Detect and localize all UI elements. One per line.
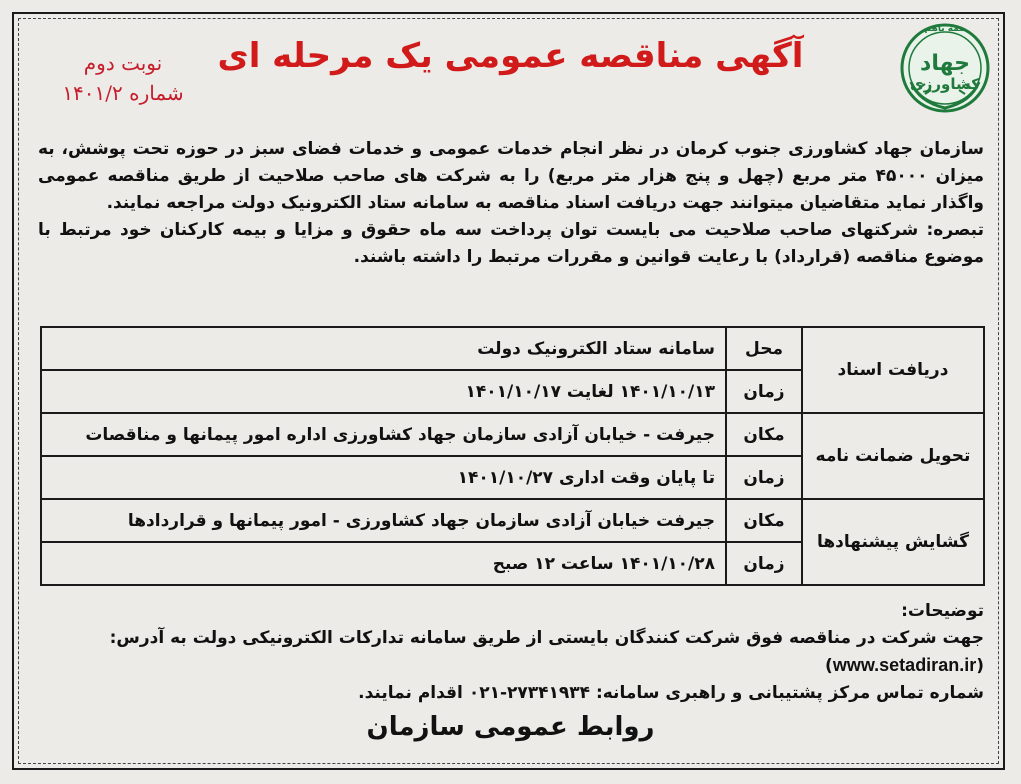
row-label: زمان [726,370,802,413]
logo-word-keshavarzi: کشاورزی [910,75,980,94]
table-row [41,327,984,370]
edition-badge [38,48,208,108]
row-label: زمان [726,456,802,499]
logo-caption: همه باهم [924,24,966,34]
logo-word-jihad: جهاد [920,51,970,76]
schedule-table [40,326,985,586]
notes-section [38,598,984,707]
notes-line-1 [38,625,984,680]
table-row [41,413,984,456]
row-value: جیرفت - خیابان آزادی سازمان جهاد کشاورزی اداره امور پیمانها و مناقصات [41,413,726,456]
edition-label: نوبت دوم [83,51,163,75]
notes-line-1-text: جهت شرکت در مناقصه فوق شرکت کنندگان بایستی از طریق سامانه تدارکات الکترونیکی دولت به آدرس: ( [109,628,984,676]
table-row [41,499,984,542]
row-value: تا پایان وقت اداری ۱۴۰۱/۱۰/۲۷ [41,456,726,499]
setadiran-url[interactable]: www.setadiran.ir [832,655,977,675]
row-value: جیرفت خیابان آزادی سازمان جهاد کشاورزی - امور پیمانها و قراردادها [41,499,726,542]
tender-number: شماره ۱۴۰۱/۲ [62,81,184,105]
row-label: زمان [726,542,802,585]
group-bid-opening: گشایش پیشنهادها [802,499,984,585]
row-label: مکان [726,413,802,456]
note-paragraph: تبصره: شرکتهای صاحب صلاحیت می بایست توان پرداخت سه ماه حقوق و مزایا و بیمه کارکنان خود مرتبط با موضوع مناقصه (قرارداد) با رعایت قوانین و مقررات مرتبط را داشته باشند. [38,220,984,267]
row-value: ۱۴۰۱/۱۰/۲۸ ساعت ۱۲ صبح [41,542,726,585]
ad-title: آگهی مناقصه عمومی یک مرحله ای [217,36,804,76]
group-document-receipt: دریافت اسناد [802,327,984,413]
row-label: مکان [726,499,802,542]
row-value: سامانه ستاد الکترونیک دولت [41,327,726,370]
public-relations-signature: روابط عمومی سازمان [366,712,655,742]
group-guarantee-delivery: تحویل ضمانت نامه [802,413,984,499]
row-label: محل [726,327,802,370]
notes-line-1-close: ) [825,656,833,676]
notes-heading: توضیحات: [901,601,984,621]
ad-body [38,136,984,271]
intro-paragraph: سازمان جهاد کشاورزی جنوب کرمان در نظر انجام خدمات عمومی و خدمات فضای سبز در حوزه تحت پوشش، به میزان ۴۵۰۰۰ متر مربع (چهل و پنج هزار متر مربع) را به شرکت های صاحب صلاحیت از طریق مناقصه عمومی واگذار نماید متقاضیان میتوانند جهت دریافت اسناد مناقصه به سامانه ستاد الکترونیک دولت مراجعه نمایند. [38,139,985,213]
notes-line-2: شماره تماس مرکز پشتیبانی و راهبری سامانه: ۲۷۳۴۱۹۳۴-۰۲۱ اقدام نمایند. [358,683,984,703]
row-value: ۱۴۰۱/۱۰/۱۳ لغایت ۱۴۰۱/۱۰/۱۷ [41,370,726,413]
